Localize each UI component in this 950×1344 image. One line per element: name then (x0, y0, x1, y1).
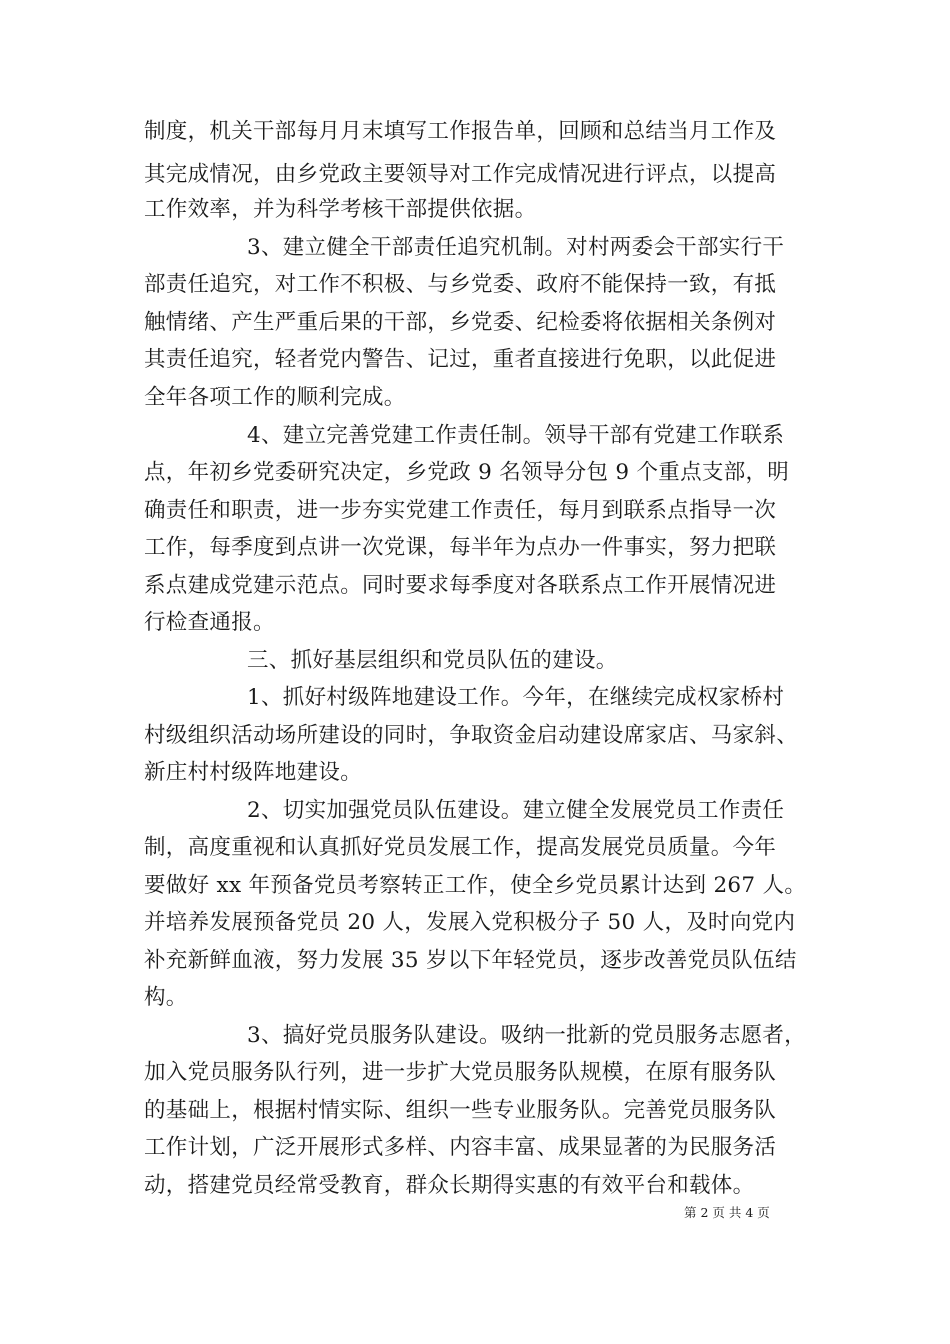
text-line: 系点建成党建示范点。同时要求每季度对各联系点工作开展情况进 (144, 573, 777, 598)
text-line: 点，年初乡党委研究决定，乡党政 9 名领导分包 9 个重点支部，明 (144, 460, 790, 485)
text-line: 其责任追究，轻者党内警告、记过，重者直接进行免职，以此促进 (144, 347, 777, 372)
page-number: 第 2 页 共 4 页 (684, 1205, 770, 1220)
text-line: 触情绪、产生严重后果的干部，乡党委、纪检委将依据相关条例对 (144, 310, 777, 335)
text-line: 补充新鲜血液，努力发展 35 岁以下年轻党员，逐步改善党员队伍结 (144, 948, 797, 973)
text-line: 并培养发展预备党员 20 人，发展入党积极分子 50 人，及时向党内 (144, 910, 796, 935)
text-line: 要做好 xx 年预备党员考察转正工作，使全乡党员累计达到 267 人。 (144, 873, 807, 898)
text-line: 构。 (144, 985, 188, 1010)
text-line: 3、搞好党员服务队建设。吸纳一批新的党员服务志愿者， (247, 1023, 806, 1048)
text-line: 村级组织活动场所建设的同时，争取资金启动建设席家店、马家斜、 (144, 723, 799, 748)
section-heading: 三、抓好基层组织和党员队伍的建设。 (247, 648, 618, 673)
text-line: 部责任追究，对工作不积极、与乡党委、政府不能保持一致，有抵 (144, 272, 777, 297)
text-line: 工作，每季度到点讲一次党课，每半年为点办一件事实，努力把联 (144, 535, 777, 560)
text-line: 的基础上，根据村情实际、组织一些专业服务队。完善党员服务队 (144, 1098, 777, 1123)
text-line: 确责任和职责，进一步夯实党建工作责任，每月到联系点指导一次 (144, 498, 777, 523)
text-line: 加入党员服务队行列，进一步扩大党员服务队规模，在原有服务队 (144, 1060, 777, 1085)
text-line: 其完成情况，由乡党政主要领导对工作完成情况进行评点，以提高 (144, 162, 777, 187)
text-line: 动，搭建党员经常受教育，群众长期得实惠的有效平台和载体。 (144, 1173, 755, 1198)
text-line: 制度，机关干部每月月末填写工作报告单，回顾和总结当月工作及 (144, 119, 777, 144)
text-line: 工作效率，并为科学考核干部提供依据。 (144, 197, 537, 222)
text-line: 工作计划，广泛开展形式多样、内容丰富、成果显著的为民服务活 (144, 1135, 777, 1160)
text-line: 1、抓好村级阵地建设工作。今年，在继续完成权家桥村 (247, 685, 785, 710)
text-line: 行检查通报。 (144, 610, 275, 635)
text-line: 制，高度重视和认真抓好党员发展工作，提高发展党员质量。今年 (144, 835, 777, 860)
text-line: 2、切实加强党员队伍建设。建立健全发展党员工作责任 (247, 798, 785, 823)
text-line: 新庄村村级阵地建设。 (144, 760, 363, 785)
text-line: 全年各项工作的顺利完成。 (144, 385, 406, 410)
text-line: 3、建立健全干部责任追究机制。对村两委会干部实行干 (247, 235, 785, 260)
text-line: 4、建立完善党建工作责任制。领导干部有党建工作联系 (247, 423, 785, 448)
